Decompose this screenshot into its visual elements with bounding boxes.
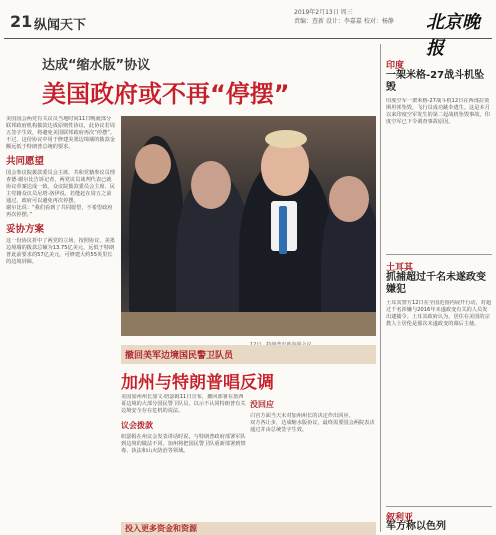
box-text: 双方各让步，达成缩水版协议，最终需要国会两院表决通过并由总统签字生效。: [250, 420, 375, 433]
article-headline: 美国政府或不再“停摆”: [42, 80, 290, 108]
box-text: 白宫方面当天未对加州州长的决定作出回应。: [250, 413, 354, 419]
article-column-1: [6, 116, 116, 534]
date-text: 2019年2月13日 周三: [294, 9, 353, 16]
newspaper-logo: 北京晚报: [426, 12, 480, 59]
box-column-1: [121, 394, 246, 524]
box-subheading-2: 没回应: [250, 400, 274, 409]
news-photo: [121, 116, 376, 336]
sidebar-title-1: 一架米格-27战斗机坠毁: [386, 70, 485, 93]
photo-face: [135, 144, 171, 184]
page-header: [4, 0, 492, 59]
box-text: 纽瑟姆在州议会发表讲话时说，与特朗普政府部署军队到边境的做法不同，加州将把国民警卫队重新部署到禁毒、执法和山火防治等领域。: [121, 434, 246, 454]
article-intro: 美国国会两党有关议员当地时间11日晚就部分联邦政府机构拨款达成原则性协议，此协议若周五签字生效，将避免美国联邦政府再次“停摆”。不过，这份协议中用于修建美墨边境墙的拨款金额远低于特朗普总统的要求。: [6, 116, 116, 150]
article-paragraph: 谢尔比说：“我们看到了共同愿望，不希望政府再次停摆。”: [6, 205, 113, 218]
photo-face: [329, 176, 369, 222]
article-kicker: 达成“缩水版”协议: [42, 58, 151, 73]
box-text: 美国加州州长加文·纽瑟姆11日宣布，撤回部署在墨西哥边境的大部分国民警卫队员，以示不认同特朗普有关边境安全存在危机的说法。: [121, 394, 246, 414]
article-paragraph: 这一份协议折中了两党的立场。按照协议，美墨边境墙的拨款总额为13.75亿美元，远低于特朗普此前要求的57亿美元，可修建大约55英里长的边境屏障。: [6, 238, 115, 265]
article-paragraph: 国会参议院拨款委员会主席、共和党籍参议员理查德·谢尔比告诉记者，两党议员谈判代表已就协议草案达成一致。众议院拨款委员会主席、民主党籍众议员尼塔·洛伊说，若能赶在周五之前通过，政府可以避免再次停摆。: [6, 170, 115, 204]
sidebar-label-1: 印度: [386, 61, 405, 71]
sidebar-divider: [386, 506, 492, 507]
box-column-2: [250, 394, 376, 524]
column-divider: [380, 44, 381, 532]
subheading-1: 共同愿望: [6, 156, 45, 167]
photo-hair: [265, 130, 307, 148]
page-number: 21: [10, 12, 33, 31]
photo-tie: [279, 206, 287, 254]
sidebar-text-1: 印度空军一架米格-27战斗机12日在西部拉贾斯坦邦坠毁，飞行员成功跳伞逃生。这是本月以来印度空军发生的第二起战机坠毁事故。印度空军已下令调查事故原因。: [386, 98, 490, 125]
box-bottom-bar: [121, 522, 376, 535]
editor-credits: 责编：查新 设计：李嘉嘉 校对：杨静: [294, 18, 394, 25]
sidebar-title-3: 军方称以色列: [386, 521, 446, 532]
sidebar-divider: [386, 254, 492, 255]
box-kicker: 撤回美军边境国民警卫队员: [125, 351, 234, 361]
box-headline: 加州与特朗普唱反调: [121, 373, 274, 393]
box-subheading-1: 议会拨款: [121, 421, 153, 430]
sidebar-label-3: 叙利亚: [386, 513, 414, 523]
box-bottom-kicker: 投入更多资金和资源: [125, 524, 197, 533]
photo-table: [121, 312, 376, 336]
photo-face: [191, 161, 231, 209]
sidebar-text-2: 土耳其警方12日在全国范围内展开行动，对超过千名涉嫌与2016年未遂政变有关的人员发出逮捕令。土耳其政府认为，居住在美国的宗教人士居伦是那次未遂政变的幕后主使。: [386, 300, 492, 327]
box-kicker-bar: [121, 345, 376, 364]
sidebar-title-2: 抓捕超过千名未遂政变嫌犯: [386, 272, 486, 295]
section-title: 纵闻天下: [34, 18, 87, 33]
sidebar-label-2: 土耳其: [386, 263, 414, 273]
date-line: [294, 8, 394, 26]
subheading-2: 妥协方案: [6, 224, 45, 235]
